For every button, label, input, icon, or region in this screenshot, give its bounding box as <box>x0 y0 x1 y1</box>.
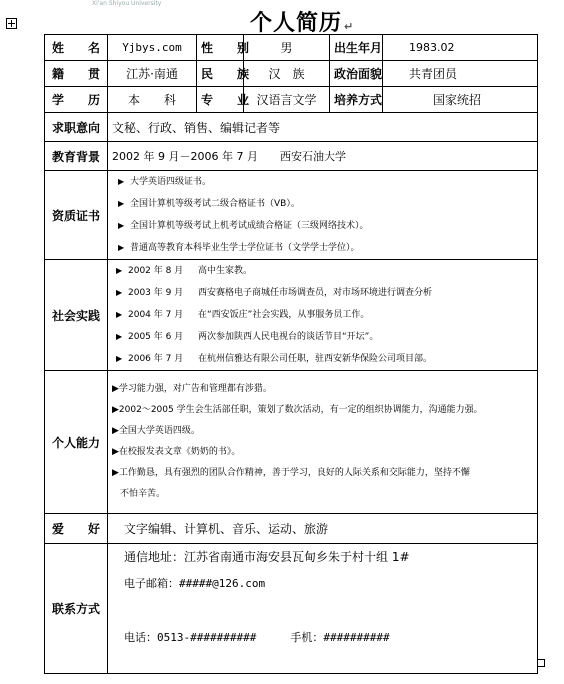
list-item[interactable]: ▶2002～2005 学生会生活部任职，策划了数次活动，有一定的组织协调能力，沟通能力强。 <box>112 405 483 415</box>
contact-block <box>108 544 538 674</box>
bullet-icon: ▶ <box>116 354 123 363</box>
list-item[interactable]: ▶ 全国计算机等级考试二级合格证书（VB）。 <box>118 193 533 215</box>
political-label: 政治面貌 <box>330 61 383 87</box>
intent-label: 求职意向 <box>45 113 108 142</box>
list-item[interactable]: ▶ 2003 年 9 月 西安赛格电子商城任市场调查员，对市场环境进行调查分析 <box>116 282 533 304</box>
list-item[interactable]: ▶ 大学英语四级证书。 <box>118 171 533 193</box>
practice-label: 社会实践 <box>45 260 108 371</box>
list-item[interactable]: ▶ 普通高等教育本科毕业生学士学位证书（文学学士学位）。 <box>118 237 533 259</box>
bullet-icon: ▶ <box>116 288 123 297</box>
list-item[interactable]: ▶全国大学英语四级。 <box>112 426 200 436</box>
ethnic-value[interactable]: 汉 族 <box>244 61 330 87</box>
gender-label: 性 别 <box>197 35 244 61</box>
major-label: 专 业 <box>197 87 244 113</box>
table-row <box>45 544 538 674</box>
list-item[interactable]: ▶ 全国计算机等级考试上机考试成绩合格证（三级网络技术）。 <box>118 215 533 237</box>
certificates-label: 资质证书 <box>45 171 108 260</box>
phone-line <box>124 630 533 646</box>
birth-value[interactable]: 1983.02 <box>383 35 538 61</box>
name-label: 姓 名 <box>45 35 108 61</box>
table-row <box>45 113 538 142</box>
birth-label: 出生年月 <box>330 35 383 61</box>
training-label: 培养方式 <box>330 87 383 113</box>
major-value[interactable]: 汉语言文学 <box>244 87 330 113</box>
bullet-icon: ▶ <box>118 177 125 186</box>
gender-value[interactable]: 男 <box>244 35 330 61</box>
degree-value[interactable]: 本 科 <box>108 87 197 113</box>
name-value[interactable]: Yjbys.com <box>108 35 197 61</box>
table-row <box>45 514 538 544</box>
intent-value[interactable]: 文秘、行政、销售、编辑记者等 <box>108 113 538 142</box>
bullet-icon: ▶ <box>112 426 119 436</box>
resume-table <box>44 34 538 674</box>
bullet-icon: ▶ <box>112 384 119 394</box>
list-item[interactable]: 不怕辛苦。 <box>120 489 166 499</box>
list-item[interactable]: ▶ 2006 年 7 月 在杭州信雅达有限公司任职，驻西安新华保险公司项目部。 <box>116 348 533 370</box>
university-logo-text: Xi'an Shiyou University <box>92 0 162 7</box>
list-item[interactable]: ▶ 2002 年 8 月 高中生家教。 <box>116 260 533 282</box>
hobby-value[interactable]: 文字编辑、计算机、音乐、运动、旅游 <box>108 514 538 544</box>
bullet-icon: ▶ <box>112 405 119 415</box>
political-value[interactable]: 共青团员 <box>383 61 538 87</box>
page-title <box>250 6 354 37</box>
table-row <box>45 87 538 113</box>
table-move-handle-icon[interactable] <box>6 18 17 29</box>
origin-label: 籍 贯 <box>45 61 108 87</box>
origin-value[interactable]: 江苏·南通 <box>108 61 197 87</box>
education-label: 教育背景 <box>45 142 108 171</box>
table-row <box>45 371 538 514</box>
bullet-icon: ▶ <box>116 310 123 319</box>
certificates-list <box>108 171 538 260</box>
bullet-icon: ▶ <box>118 243 125 252</box>
practice-list <box>108 260 538 371</box>
contact-label: 联系方式 <box>45 544 108 674</box>
hobby-label: 爱 好 <box>45 514 108 544</box>
list-item[interactable]: ▶工作勤恳，具有强烈的团队合作精神，善于学习，良好的人际关系和交际能力，坚持不懈 <box>112 468 470 478</box>
table-row <box>45 260 538 371</box>
bullet-icon: ▶ <box>112 468 119 478</box>
title-text: 个人简历 <box>250 11 343 36</box>
ability-label: 个人能力 <box>45 371 108 514</box>
bullet-icon: ▶ <box>116 332 123 341</box>
table-row <box>45 35 538 61</box>
table-row <box>45 61 538 87</box>
mobile-value[interactable]: 手机：########## <box>290 631 390 644</box>
list-item[interactable]: ▶学习能力强，对广告和管理都有涉猎。 <box>112 384 272 394</box>
education-value[interactable]: 2002 年 9 月－2006 年 7 月 西安石油大学 <box>108 142 538 171</box>
table-resize-handle-icon[interactable] <box>537 659 545 667</box>
list-item[interactable]: ▶ 2005 年 6 月 两次参加陕西人民电视台的谈话节目“开坛”。 <box>116 326 533 348</box>
ability-list <box>108 371 538 514</box>
table-row <box>45 171 538 260</box>
bullet-icon: ▶ <box>116 266 123 275</box>
phone-value[interactable]: 电话：0513-########## <box>124 631 257 644</box>
bullet-icon: ▶ <box>118 221 125 230</box>
bullet-icon: ▶ <box>112 447 119 457</box>
list-item[interactable]: ▶ 2004 年 7 月 在“西安饭庄”社会实践，从事服务员工作。 <box>116 304 533 326</box>
training-value[interactable]: 国家统招 <box>383 87 538 113</box>
email-line[interactable]: 电子邮箱：#####@126.com <box>124 577 266 590</box>
list-item[interactable]: ▶在校报发表文章《奶奶的书》。 <box>112 447 241 457</box>
bullet-icon: ▶ <box>118 199 125 208</box>
degree-label: 学 历 <box>45 87 108 113</box>
table-row <box>45 142 538 171</box>
paragraph-mark-icon: ↵ <box>344 20 355 33</box>
address-line[interactable]: 通信地址：江苏省南通市海安县瓦甸乡朱于村十组 1# <box>124 550 410 564</box>
ethnic-label: 民 族 <box>197 61 244 87</box>
